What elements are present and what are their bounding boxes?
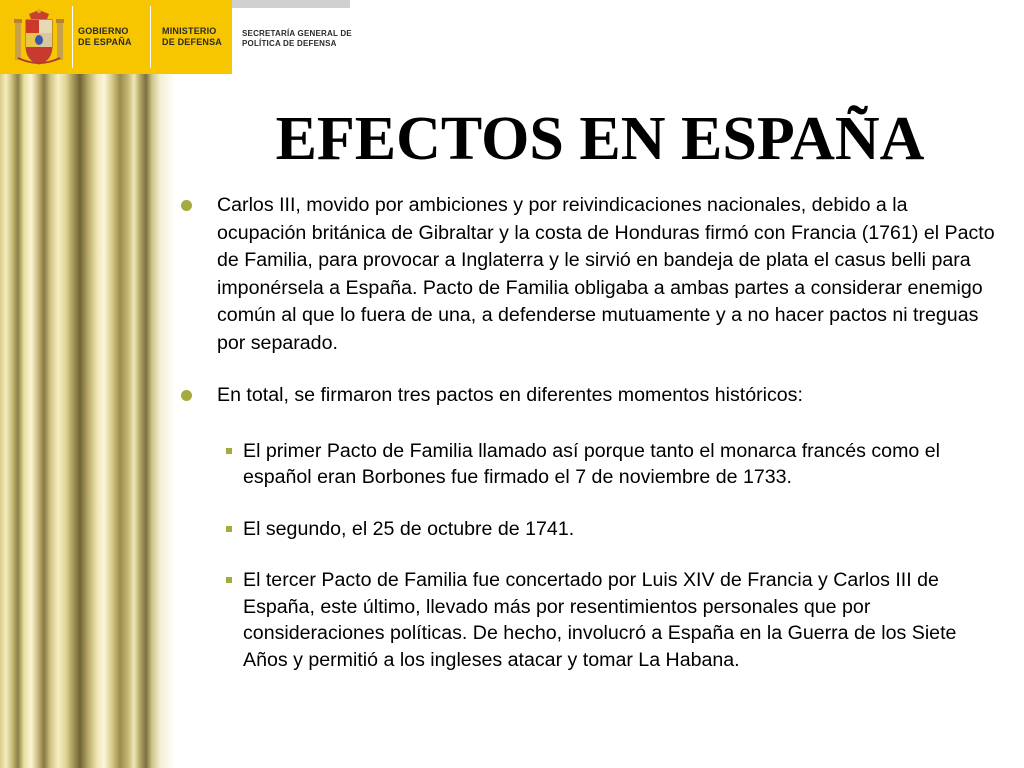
gobierno-label: GOBIERNO DE ESPAÑA [78, 26, 132, 47]
header-divider [150, 6, 151, 68]
bullet-item [178, 382, 998, 410]
government-header [0, 0, 350, 74]
slide-title: EFECTOS EN ESPAÑA [275, 105, 925, 173]
sub-bullet-text: El tercer Pacto de Familia fue concertado por Luis XIV de Francia y Carlos III de España, este último, llevado más por resentimientos personales que por consideraciones políticas. De hecho, involucró a España en la Guerra de los Siete Años y permitió a los ingleses atacar y tomar La Habana. [243, 569, 957, 671]
sub-bullet-text: El primer Pacto de Familia llamado así porque tanto el monarca francés como el español eran Borbones fue firmado el 7 de noviembre de 1733. [243, 439, 940, 488]
bullet-text: En total, se firmaron tres pactos en diferentes momentos históricos: [217, 384, 803, 406]
header-yellow-band [0, 0, 232, 74]
header-divider [72, 6, 73, 68]
bullet-text: Carlos III, movido por ambiciones y por reivindicaciones nacionales, debido a la ocupación británica de Gibraltar y la costa de Honduras firmó con Francia (1761) el Pacto de Familia, para provocar a Inglaterra y le sirvió en bandeja de plata el casus belli para imponérsela a España. Pacto de Familia obligaba a ambas partes a considerar enemigo común al que lo fuera de una, a defenderse mutuamente y a no hacer pactos ni treguas por separado. [217, 194, 995, 354]
decorative-gold-columns [0, 0, 175, 768]
sub-bullet-item [178, 516, 998, 543]
sub-bullet-square-icon [226, 448, 232, 454]
sub-bullet-item [178, 438, 998, 491]
bullet-dot-icon [181, 390, 192, 401]
sub-bullet-square-icon [226, 577, 232, 583]
ministerio-label: MINISTERIO DE DEFENSA [162, 26, 223, 47]
coat-of-arms-icon [12, 8, 66, 68]
sub-bullet-item [178, 567, 998, 673]
header-grey-strip [232, 0, 350, 8]
bullet-dot-icon [181, 200, 192, 211]
slide-content [178, 192, 998, 698]
sub-bullet-text: El segundo, el 25 de octubre de 1741. [243, 517, 575, 540]
secretaria-label: SECRETARÍA GENERAL DE POLÍTICA DE DEFENSA [242, 29, 352, 48]
bullet-item [178, 192, 998, 357]
sub-bullet-square-icon [226, 526, 232, 532]
